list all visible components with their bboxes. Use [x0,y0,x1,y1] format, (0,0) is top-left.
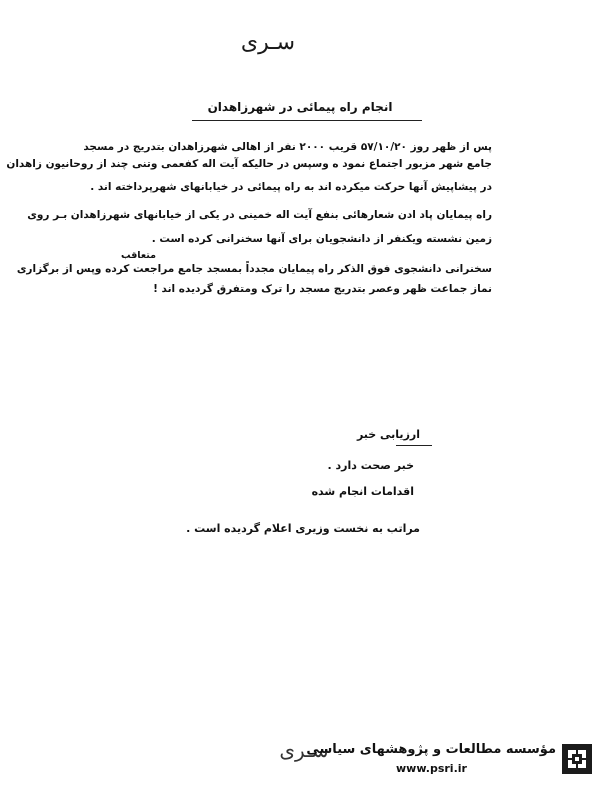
body-line: زمین نشسته ویکنفر از دانشجویان برای آنها سخنرانی کرده است . [151,233,492,245]
title-underline [192,120,422,121]
evaluation-heading: ارزیابی خبر [356,428,420,441]
watermark-url: www.psri.ir [396,762,467,775]
document-title: انجام راه پیمائی در شهرزاهدان [207,100,393,114]
body-line: نماز جماعت ظهر وعصر بتدریج مسجد را ترک ومتفرق گردیده اند ! [153,283,492,295]
marginal-note: متعاقب [121,250,156,261]
evaluation-heading-underline [396,445,432,446]
body-line: در پیشاپیش آنها حرکت میکرده اند به راه پیمائی در خیابانهای شهرپرداخته اند . [90,181,492,193]
watermark-org-name: مؤسسه مطالعات و پژوهشهای سیاسی [306,742,556,757]
body-line: سخنرانی دانشجوی فوق الذکر راه پیمایان مجدداً بمسجد جامع مراجعت کرده وپس از برگزاری [16,263,492,275]
body-line: راه پیمایان پاد ادن شعارهائی بنفع آیت اله خمینی در یکی از خیابانهای شهرزاهدان بـر روی [27,209,492,221]
body-line: پس از ظهر روز ۵۷/۱۰/۲۰ قریب ۲۰۰۰ نفر از اهالی شهرزاهدان بتدریج در مسجد [83,141,492,153]
body-line: جامع شهر مزبور اجتماع نمود ه وسپس در حالیکه آیت اله کفعمی وتنی چند از روحانیون زاهدان [6,158,492,170]
classification-stamp-top: سـرى [240,30,296,55]
institute-logo-icon [562,744,592,774]
footer-note: مراتب به نخست وزیری اعلام گردیده است . [186,522,420,535]
classification-stamp-bottom: سـرى [279,738,329,762]
actions-taken-line: اقدامات انجام شده [311,485,414,498]
news-validity-line: خبر صحت دارد . [327,459,414,472]
